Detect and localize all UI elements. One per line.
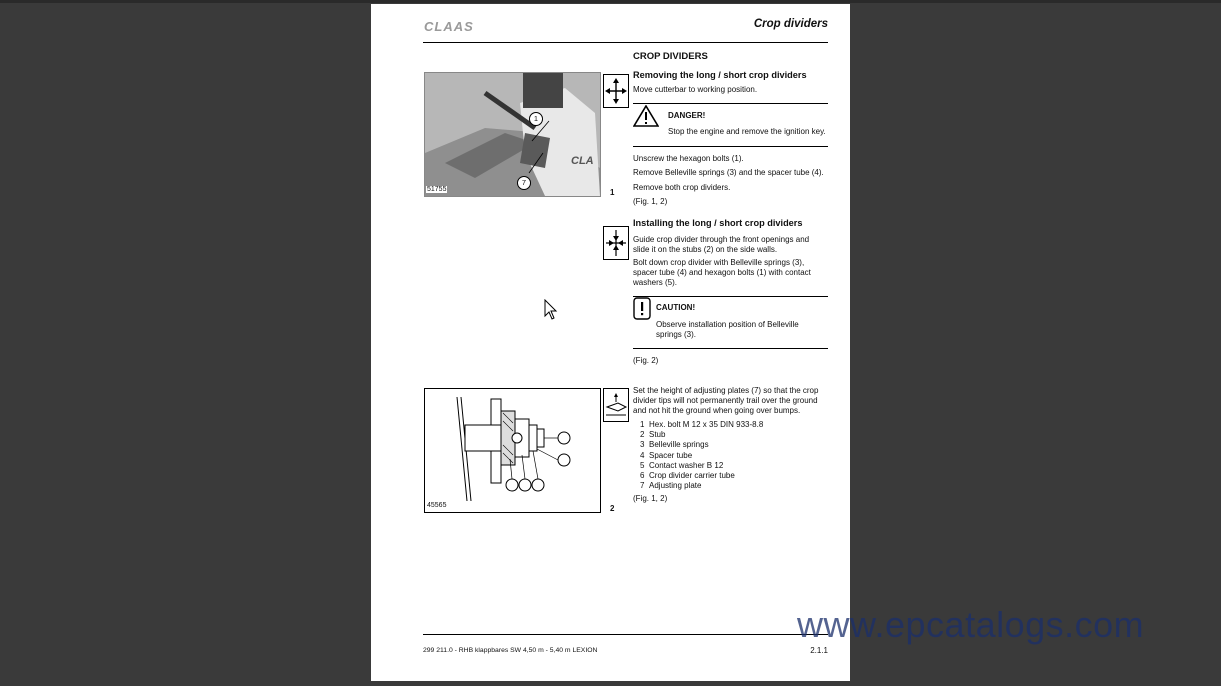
watermark: www.epcatalogs.com	[797, 604, 1145, 645]
installing-heading: Installing the long / short crop dividers	[633, 218, 803, 228]
danger-top-rule	[633, 103, 828, 104]
removing-step-2: Remove Belleville springs (3) and the spacer tube (4).	[633, 168, 824, 177]
parts-list	[640, 420, 763, 491]
parts-list-item: 5 Contact washer B 12	[640, 460, 724, 470]
header-rule	[423, 42, 828, 43]
parts-list-item: 4 Spacer tube	[640, 450, 693, 460]
parts-list-item: 6 Crop divider carrier tube	[640, 471, 735, 481]
caution-icon	[633, 297, 651, 326]
mouse-cursor-icon	[544, 299, 558, 326]
removing-heading: Removing the long / short crop dividers	[633, 70, 807, 80]
caution-bottom-rule	[633, 348, 828, 349]
adjusting-text: Set the height of adjusting plates (7) so that the crop divider tips will not permanently trail over the ground and not hit the ground when going over bumps.	[633, 386, 819, 416]
fig1-callout-7: 7	[517, 176, 531, 190]
figure-1-photo	[424, 72, 601, 197]
removing-intro: Move cutterbar to working position.	[633, 85, 758, 94]
viewer-top-bar	[0, 0, 1221, 3]
footer-page-number: 2.1.1	[810, 646, 828, 655]
removing-ref: (Fig. 1, 2)	[633, 197, 668, 206]
adjusting-ref: (Fig. 1, 2)	[633, 494, 668, 503]
danger-triangle-icon	[633, 105, 659, 132]
footer-doc-code: 299 211.0 - RHB klappbares SW 4,50 m - 5,40 m LEXION	[423, 647, 598, 654]
figure-1-drawing	[425, 73, 600, 196]
adjust-height-icon	[603, 388, 629, 422]
removing-step-1: Unscrew the hexagon bolts (1).	[633, 154, 744, 163]
danger-label: DANGER!	[668, 111, 706, 120]
fig1-code: 51755	[427, 186, 447, 193]
danger-text: Stop the engine and remove the ignition key.	[668, 127, 826, 136]
caution-label: CAUTION!	[656, 303, 696, 312]
figure-2-drawing	[424, 388, 601, 513]
installing-para-1: Guide crop divider through the front openings and slide it on the stubs (2) on the side walls.	[633, 235, 810, 255]
parts-list-item: 7 Adjusting plate	[640, 481, 702, 491]
manual-page	[371, 4, 850, 681]
parts-list-item: 3 Belleville springs	[640, 440, 709, 450]
parts-list-item: 2 Stub	[640, 430, 666, 440]
removing-step-3: Remove both crop dividers.	[633, 183, 731, 192]
footer-rule	[423, 634, 828, 635]
parts-list-item: 1 Hex. bolt M 12 x 35 DIN 933-8.8	[640, 420, 764, 429]
move-arrows-icon	[603, 74, 629, 108]
claas-logo: CLAAS	[424, 19, 474, 34]
page-header-title: Crop dividers	[753, 18, 828, 30]
install-arrows-icon	[603, 226, 629, 260]
fig2-number: 2	[610, 504, 615, 513]
caution-text: Observe installation position of Belleville springs (3).	[656, 320, 799, 340]
fig1-photo-lettering: CLA	[571, 155, 594, 167]
danger-bottom-rule	[633, 146, 828, 147]
fig2-code: 45565	[427, 502, 447, 509]
installing-ref: (Fig. 2)	[633, 356, 659, 365]
fig1-callout-1: 1	[529, 112, 543, 126]
caution-top-rule	[633, 296, 828, 297]
section-title: CROP DIVIDERS	[633, 51, 708, 62]
fig1-number: 1	[610, 188, 615, 197]
installing-para-2: Bolt down crop divider with Belleville springs (3), spacer tube (4) and hexagon bolts (1) with contact washers (5).	[633, 258, 811, 288]
